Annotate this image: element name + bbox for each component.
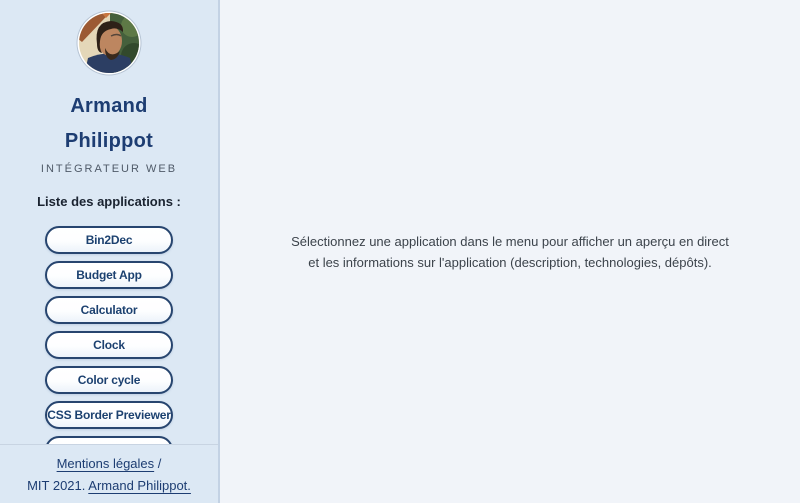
app-list-item <box>0 331 218 359</box>
app-list-item <box>0 436 218 444</box>
mentions-legales-link[interactable]: Mentions légales <box>56 456 155 471</box>
app-button-bin2dec[interactable]: Bin2Dec <box>45 226 173 254</box>
site-title <box>0 89 218 159</box>
main-panel <box>220 0 800 503</box>
app-button-css-border-previewer[interactable]: CSS Border Previewer <box>45 401 173 429</box>
sidebar <box>0 0 220 503</box>
branding <box>0 0 218 175</box>
site-title-last-name: Philippot <box>64 130 154 152</box>
author-link[interactable]: Armand Philippot. <box>88 478 191 493</box>
app-placeholder-message: Sélectionnez une application dans le menu pour afficher un aperçu en direct et les informations sur l'application (description, technologies, dépôts). <box>291 233 729 270</box>
app-button-clock[interactable]: Clock <box>45 331 173 359</box>
legal-line <box>4 453 214 475</box>
app-list-item <box>0 226 218 254</box>
license-text: MIT 2021. <box>27 478 86 493</box>
job-title: INTÉGRATEUR WEB <box>40 163 178 175</box>
app-list <box>0 226 218 444</box>
sidebar-footer <box>0 444 218 503</box>
app-list-item <box>0 261 218 289</box>
apps-list-label: Liste des applications : <box>37 194 181 209</box>
app-button-color-cycle[interactable]: Color cycle <box>45 366 173 394</box>
site-title-first-name: Armand <box>70 95 148 117</box>
app-list-item <box>0 296 218 324</box>
avatar-photo-icon <box>76 10 142 76</box>
app-button-budget-app[interactable]: Budget App <box>45 261 173 289</box>
license-line <box>4 475 214 497</box>
avatar <box>76 10 142 76</box>
app-button-partial[interactable] <box>45 436 173 444</box>
app-button-calculator[interactable]: Calculator <box>45 296 173 324</box>
footer-separator: / <box>157 456 162 471</box>
app-nav <box>0 194 218 444</box>
app-list-item <box>0 401 218 429</box>
app-list-item <box>0 366 218 394</box>
